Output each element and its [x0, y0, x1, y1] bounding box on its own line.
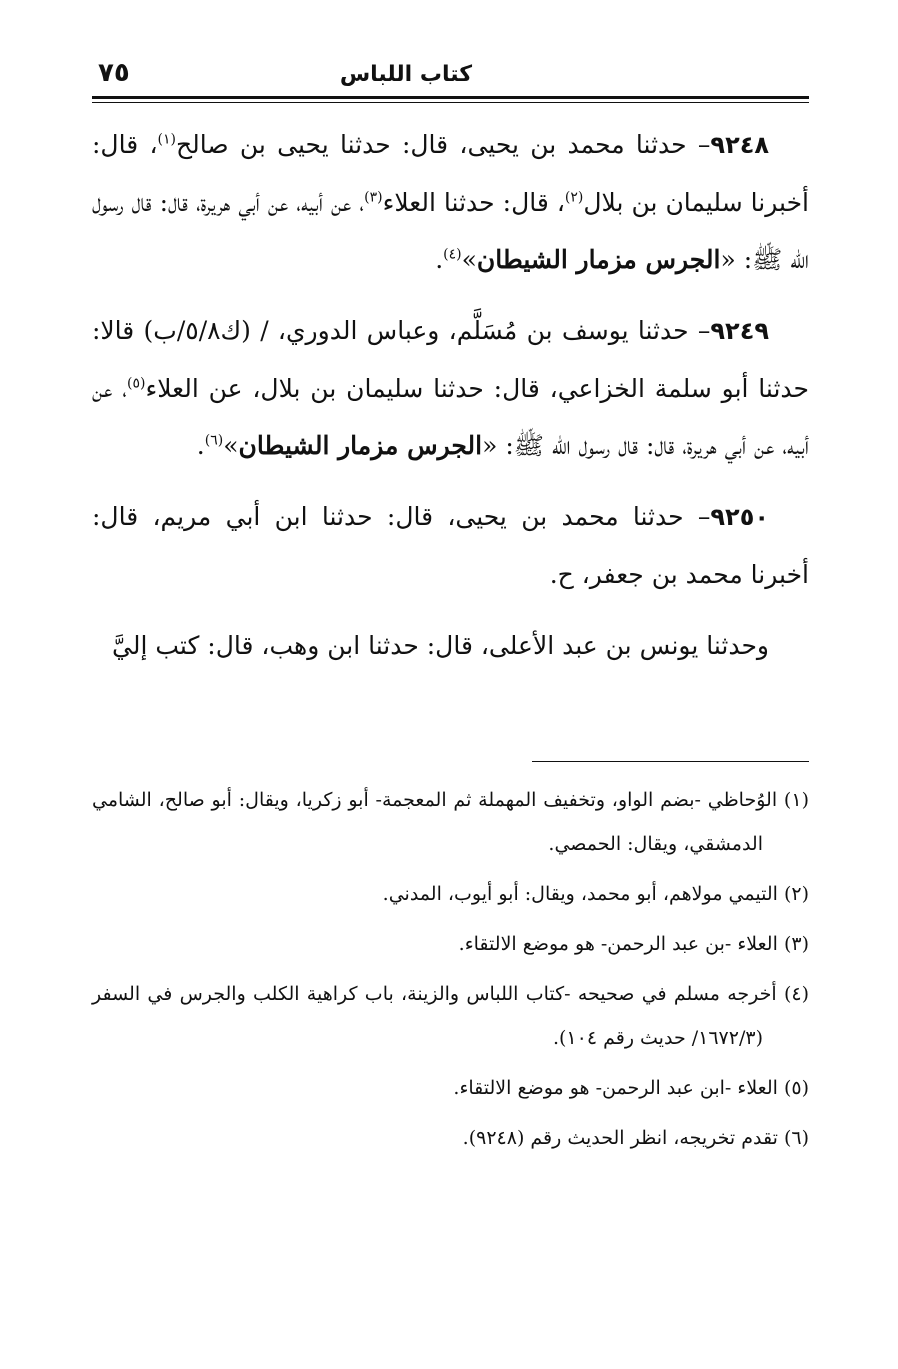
footnote-ref[interactable]: (٦)	[204, 432, 224, 449]
entry-text: ، عن أبيه، عن أبي هريرة، قال: قال رسول الله ﷺ: «	[92, 188, 809, 274]
hadith-entry-9249	[92, 302, 809, 474]
entry-text: – حدثنا محمد بن يحيى، قال: حدثنا يحيى بن صالح	[176, 130, 711, 159]
footnote-text: العلاء -ابن عبد الرحمن- هو موضع الالتقاء.	[453, 1077, 778, 1099]
entry-text: ، قال: حدثنا العلاء	[382, 188, 565, 217]
quote-close: »	[461, 245, 477, 274]
footnote-label: (٢)	[783, 883, 809, 905]
footnote-5	[92, 1066, 809, 1110]
footnote-text: العلاء -بن عبد الرحمن- هو موضع الالتقاء.	[458, 933, 778, 955]
header-rule-thin	[92, 102, 809, 103]
footnote-ref[interactable]: (٣)	[364, 189, 383, 206]
footnote-ref[interactable]: (٢)	[564, 189, 584, 206]
entry-text: ، عن أبيه، عن أبي هريرة، قال: قال رسول الله ﷺ: «	[92, 374, 809, 460]
main-text	[92, 116, 809, 688]
footnote-label: (٤)	[783, 983, 809, 1005]
entry-text: ، قال: أخبرنا سليمان بن بلال	[92, 130, 809, 217]
footnote-label: (٦)	[783, 1127, 809, 1149]
footnotes	[92, 778, 809, 1166]
footnote-label: (١)	[783, 789, 809, 811]
entry-text: – حدثنا يوسف بن مُسَلَّم، وعباس الدوري، / (ك٥/٨/ب) قالا: حدثنا أبو سلمة الخزاعي، قال: حدثنا سليمان بن بلال، عن العلاء	[92, 316, 809, 403]
page-number: ٧٥	[98, 58, 130, 88]
quote-close: »	[223, 431, 239, 460]
footnote-ref[interactable]: (١)	[157, 131, 176, 148]
footnote-2	[92, 872, 809, 916]
continuation-paragraph: وحدثنا يونس بن عبد الأعلى، قال: حدثنا ابن وهب، قال: كتب إليَّ	[112, 631, 769, 660]
hadith-entry-9250	[92, 488, 809, 603]
hadith-entry-9248	[92, 116, 809, 288]
header-rule-thick	[92, 96, 809, 99]
entry-text: – حدثنا محمد بن يحيى، قال: حدثنا ابن أبي مريم، قال: أخبرنا محمد بن جعفر، ح.	[92, 502, 809, 589]
entry-number: ٩٢٥٠	[710, 503, 769, 531]
footnote-3	[92, 922, 809, 966]
footnote-4	[92, 972, 809, 1060]
entry-tail: .	[196, 431, 205, 460]
hadith-text: الجرس مزمار الشيطان	[476, 245, 721, 274]
footnote-ref[interactable]: (٤)	[443, 246, 462, 263]
footnote-text: التيمي مولاهم، أبو محمد، ويقال: أبو أيوب، المدني.	[382, 883, 778, 905]
entry-number: ٩٢٤٩	[710, 317, 769, 345]
entry-tail: .	[435, 245, 444, 274]
chapter-title: كتاب اللباس	[339, 62, 472, 87]
hadith-text: الجرس مزمار الشيطان	[238, 431, 483, 460]
footnote-ref[interactable]: (٥)	[127, 375, 146, 392]
footnote-1	[92, 778, 809, 866]
footnote-label: (٥)	[783, 1077, 809, 1099]
footnote-text: الوُحاظي -بضم الواو، وتخفيف المهملة ثم المعجمة- أبو زكريا، ويقال: أبو صالح، الشامي الدمشقي، ويقال: الحمصي.	[92, 789, 778, 855]
footnote-text: أخرجه مسلم في صحيحه -كتاب اللباس والزينة، باب كراهية الكلب والجرس في السفر (١٦٧٢/٣/ حديث رقم ١٠٤).	[92, 983, 777, 1049]
footnote-text: تقدم تخريجه، انظر الحديث رقم (٩٢٤٨).	[462, 1127, 778, 1149]
footnote-6	[92, 1116, 809, 1160]
footnote-label: (٣)	[783, 933, 809, 955]
page-header	[92, 56, 808, 96]
footnote-separator	[532, 761, 809, 762]
entry-number: ٩٢٤٨	[710, 131, 770, 159]
